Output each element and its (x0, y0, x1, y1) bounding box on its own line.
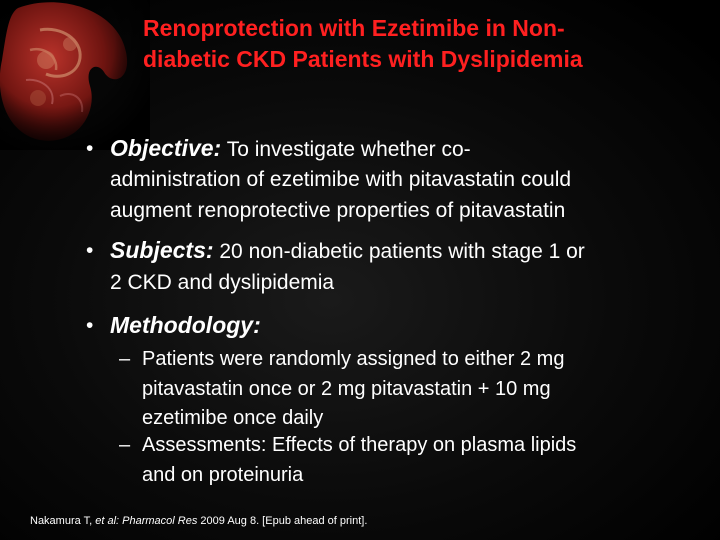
assessments-line-2: and on proteinuria (142, 463, 304, 486)
title-line-2: diabetic CKD Patients with Dyslipidemia (143, 46, 583, 72)
subjects-line-1: 20 non-diabetic patients with stage 1 or (219, 240, 585, 263)
objective-label: Objective: (110, 135, 222, 161)
subjects-label: Subjects: (110, 237, 214, 263)
bullet-subjects-text (110, 236, 710, 266)
methodology-label: Methodology: (110, 312, 261, 338)
kidney-illustration (0, 0, 150, 150)
bullet-marker: • (86, 137, 94, 160)
citation-details: 2009 Aug 8. [Epub ahead of print]. (200, 515, 368, 527)
randomization-line-3: ezetimibe once daily (142, 407, 324, 429)
bullet-marker: • (86, 239, 94, 262)
title-line-1: Renoprotection with Ezetimibe in Non- (143, 15, 565, 41)
sub-bullet-marker: – (119, 348, 131, 370)
objective-line-1: To investigate whether co- (226, 138, 471, 161)
sub-bullet-marker: – (119, 434, 131, 456)
randomization-line-1: Patients were randomly assigned to either 2 mg (142, 348, 565, 370)
randomization-line-2: pitavastatin once or 2 mg pitavastatin + 10 mg (142, 377, 551, 400)
slide-title (143, 13, 703, 75)
citation-authors: Nakamura T, (30, 515, 93, 527)
citation (30, 515, 367, 527)
bullet-objective-text (110, 134, 710, 164)
objective-line-2: administration of ezetimibe with pitavastatin could (110, 168, 572, 191)
objective-line-3: augment renoprotective properties of pitavastatin (110, 199, 566, 222)
citation-etal: et al: (95, 515, 120, 527)
bullet-methodology-text (110, 311, 710, 341)
bullet-marker: • (86, 314, 94, 337)
assessments-line-1: Assessments: Effects of therapy on plasma lipids (142, 434, 577, 456)
citation-journal: Pharmacol Res (122, 515, 198, 527)
subjects-line-2: 2 CKD and dyslipidemia (110, 271, 335, 294)
